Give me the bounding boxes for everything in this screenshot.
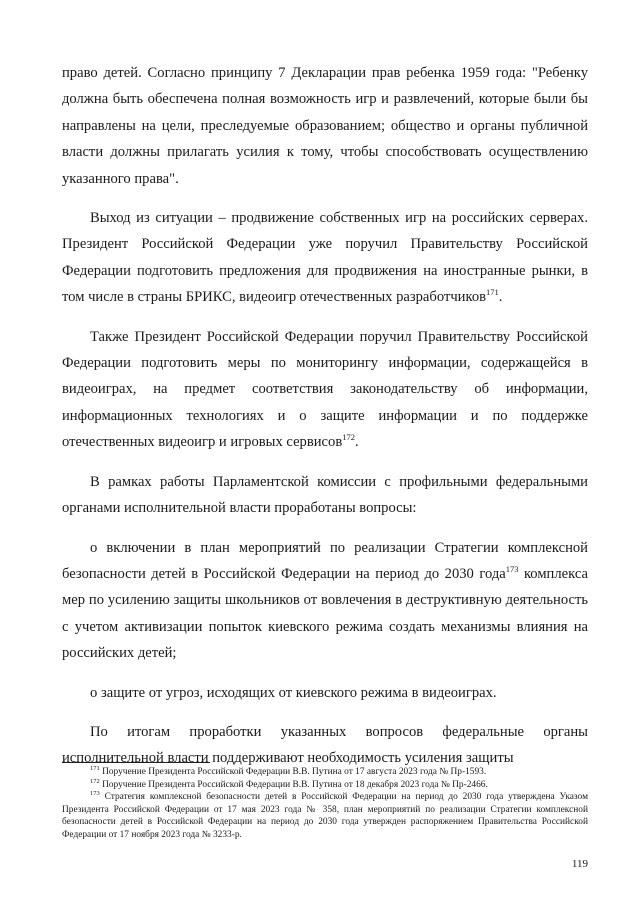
footnote-171: $^{171}$ Поручение Президента Российской Федерации В.В. Путина от 17 августа 2023 года № Пр-1593. [90,764,487,777]
body-text [62,60,588,785]
footnote-number: 173 [90,790,100,798]
footnote-ref-173[interactable]: 173 [505,564,519,575]
footnote-number: 171 [90,764,100,772]
footnote-172: $^{172}$ Поручение Президента Российской Федерации В.В. Путина от 18 декабря 2023 года № Пр-2466. [90,777,488,790]
footnote-173: $^{173}$ Стратегия комплексной безопасности детей в Российской Федерации на период до 2030 года утверждена Указом Президента Российской Федерации от 17 мая 2023 года № 358, план мероприятий по реализации Стратегии комплексной безопасности детей в Российской Федерации на период до 2030 года утвержден распоряжением Правительства Российской Федерации от 17 ноября 2023 года № 3233-р. [62,790,588,840]
paragraph-2: Выход из ситуации – продвижение собственных игр на российских серверах. Президент Российской Федерации уже поручил Правительству Российской Федерации подготовить предложения для продвижения на иностранные рынки, в том числе в страны БРИКС, видеоигр отечественных разработчиков$^{171}$. [62,210,588,306]
page-number: 119 [571,858,588,870]
footnote-number: 172 [90,777,100,785]
paragraph-3: Также Президент Российской Федерации поручил Правительству Российской Федерации подготовить меры по мониторингу информации, содержащейся в видеоиграх, на предмет соответствия законодательству об информации, информационных технологиях и о защите информации и по поддержке отечественных видеоигр и игровых сервисов$^{172}$. [62,328,588,451]
paragraph-7: По итогам проработки указанных вопросов федеральные органы исполнительной власти поддерживают необходимость усиления защиты [62,723,588,767]
paragraph-5: о включении в план мероприятий по реализации Стратегии комплексной безопасности детей в Российской Федерации на период до 2030 года$^{173}$ комплекса мер по усилению защиты школьников от вовлечения в деструктивную деятельность с учетом активизации попыток киевского режима создать механизмы влияния на российских детей; [62,539,588,662]
paragraph-4: В рамках работы Парламентской комиссии с профильными федеральными органами исполнительной власти проработаны вопросы: [62,473,588,517]
paragraph-6: о защите от угроз, исходящих от киевского режима в видеоиграх. [90,684,497,701]
footnote-ref-171[interactable]: 171 [486,287,499,298]
footnotes [62,766,588,842]
footnote-ref-172[interactable]: 172 [342,432,355,443]
footnote-divider [62,762,210,763]
paragraph-1: право детей. Согласно принципу 7 Декларации прав ребенка 1959 года: "Ребенку должна быть обеспечена полная возможность игр и развлечений, которые были бы направлены на цели, преследуемые образованием; общество и органы публичной власти должны прилагать усилия к тому, чтобы способствовать осуществлению указанного права". [62,65,588,187]
